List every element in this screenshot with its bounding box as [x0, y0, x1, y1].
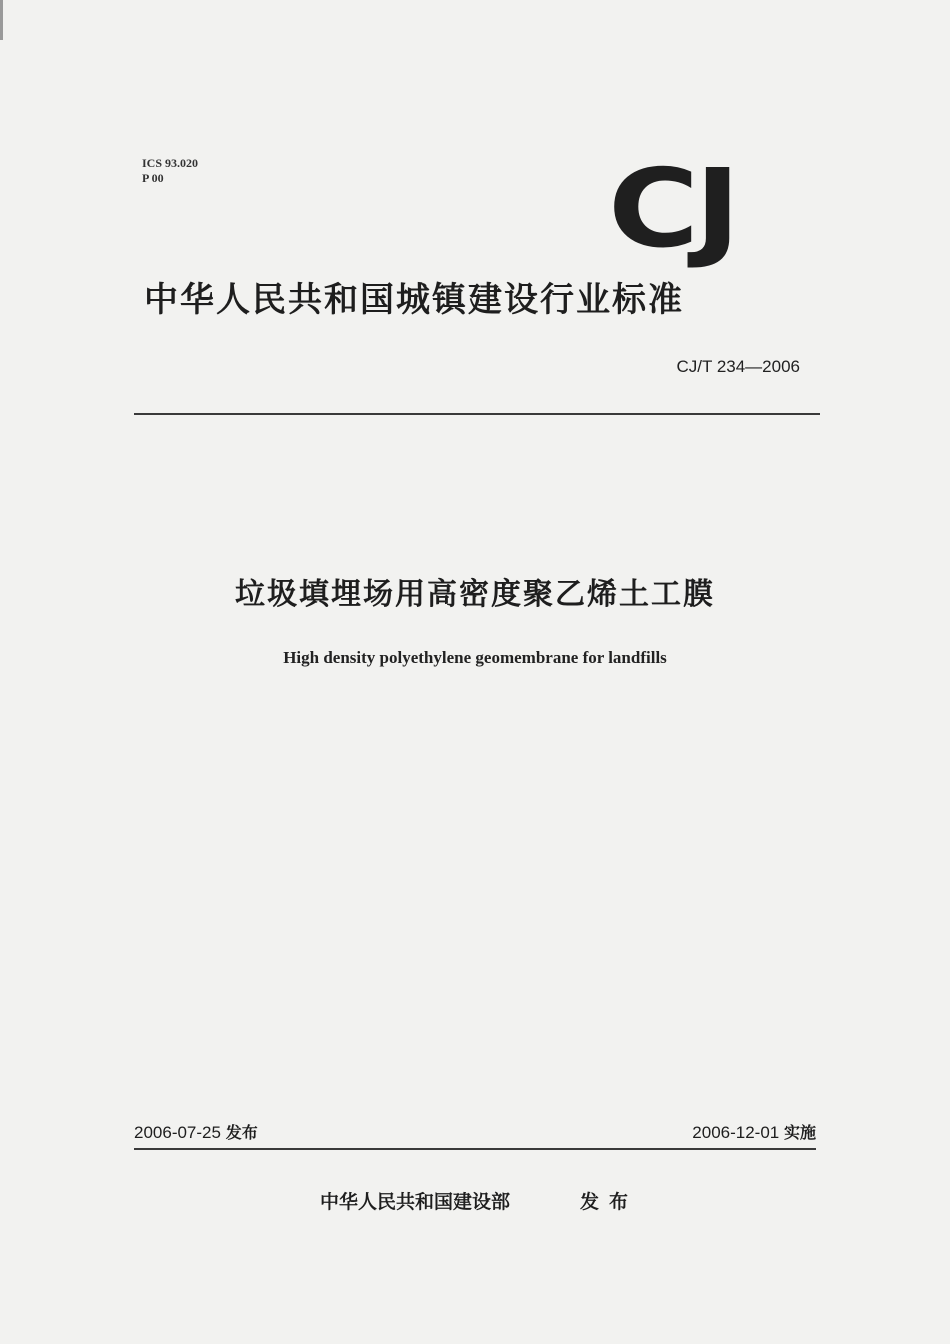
issue-label: 发布	[225, 1123, 258, 1142]
classification-code: P 00	[142, 171, 164, 185]
issue-date: 2006-07-25	[134, 1123, 221, 1142]
scan-edge-mark	[0, 0, 3, 40]
cj-logo: CJ	[608, 147, 737, 272]
issue-date-line	[134, 1120, 258, 1143]
standard-category-title: 中华人民共和国城镇建设行业标准	[144, 280, 684, 320]
effective-label: 实施	[783, 1123, 816, 1142]
ics-code: ICS 93.020	[142, 156, 199, 170]
document-title-english: High density polyethylene geomembrane for landfills	[283, 648, 667, 667]
bottom-divider	[134, 1148, 816, 1150]
publisher-name: 中华人民共和国建设部	[320, 1191, 511, 1213]
document-title-chinese: 垃圾填埋场用高密度聚乙烯土工膜	[235, 577, 715, 612]
effective-date-line	[692, 1120, 816, 1143]
standard-number: CJ/T 234—2006	[676, 357, 800, 376]
top-divider	[134, 413, 820, 415]
classification-codes	[142, 156, 198, 186]
publish-label: 发布	[580, 1191, 639, 1213]
effective-date: 2006-12-01	[692, 1123, 780, 1142]
